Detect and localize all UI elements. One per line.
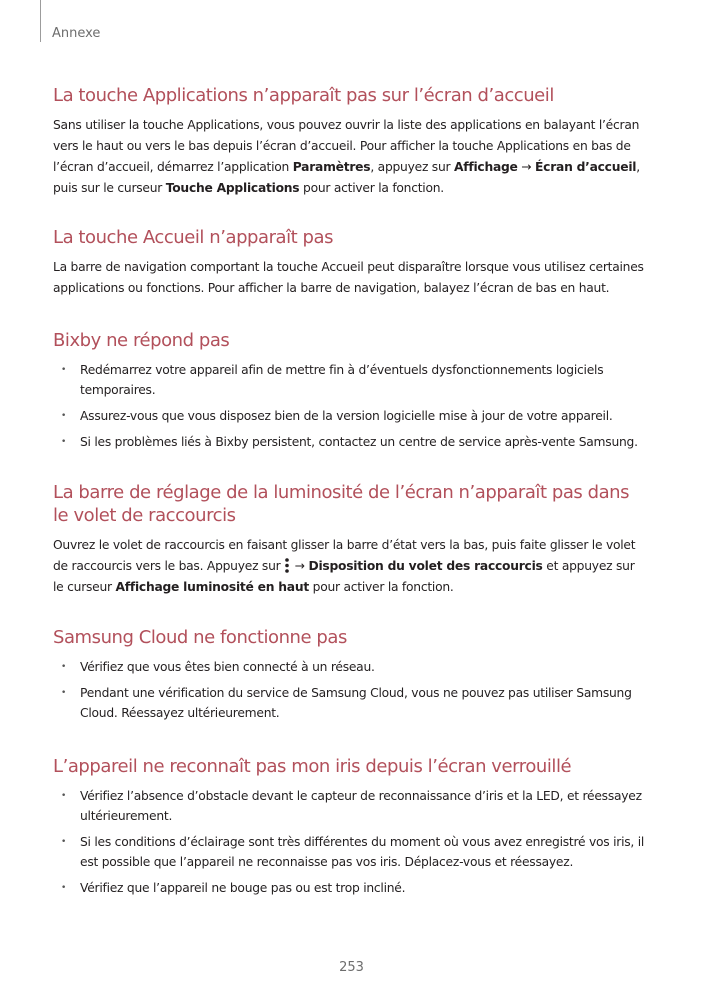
page-number: 253 [339,960,364,975]
bullet-list [53,657,648,723]
margin-rule [40,0,41,42]
list-item: • Vérifiez l’absence d’obstacle devant le capteur de reconnaissance d’iris et la LED, et réessayez ultérieurement. [53,786,648,826]
section-paragraph [53,115,648,199]
list-item: • Redémarrez votre appareil afin de mettre fin à d’éventuels dysfonctionnements logiciels temporaires. [53,360,648,400]
section-heading: La touche Applications n’apparaît pas sur l’écran d’accueil [53,85,554,106]
section-bixby [53,329,648,458]
paragraph-text: Ouvrez le volet de raccourcis en faisant glisser la barre d’état vers la bas, puis faite glisser le volet de raccourcis vers le bas. Appuyez sur [53,538,636,573]
list-item: • Vérifiez que l’appareil ne bouge pas ou est trop incliné. [53,878,648,898]
home-screen-menu-label: Écran d’accueil [535,160,637,174]
bullet-list [53,360,648,452]
panel-layout-menu-label: Disposition du volet des raccourcis [308,559,543,573]
bullet-list [53,786,648,898]
brightness-switch-label: Affichage luminosité en haut [115,580,309,594]
list-item: • Vérifiez que vous êtes bien connecté à un réseau. [53,657,648,677]
section-paragraph [53,535,648,598]
apps-button-switch-label: Touche Applications [165,181,300,195]
list-item: • Assurez-vous que vous disposez bien de la version logicielle mise à jour de votre appareil. [53,406,648,426]
section-heading: Samsung Cloud ne fonctionne pas [53,627,347,648]
list-item: • Pendant une vérification du service de Samsung Cloud, vous ne pouvez pas utiliser Samsung Cloud. Réessayez ultérieurement. [53,683,648,723]
list-item: • Si les conditions d’éclairage sont très différentes du moment où vous avez enregistré vos iris, il est possible que l’appareil ne reconnaisse pas vos iris. Déplacez-vous et réessayez. [53,832,648,872]
more-options-icon [285,558,289,573]
section-samsung-cloud [53,626,648,729]
section-iris-recognition [53,755,648,904]
section-home-key [53,226,648,299]
paragraph-text: , appuyez sur [370,160,454,174]
section-brightness-bar [53,481,648,598]
paragraph-text: Sans utiliser la touche Applications, vous pouvez ouvrir la liste des applications en balayant l’écran vers le haut ou vers le bas depuis l’écran d’accueil. Pour afficher la touche Applications en bas de l’écran d’accueil, démarrez l’application [53,118,640,174]
section-heading: La touche Accueil n’apparaît pas [53,227,334,248]
paragraph-text: , puis sur le curseur [53,160,640,195]
section-heading: La barre de réglage de la luminosité de l’écran n’apparaît pas dans le volet de raccourcis [53,482,630,526]
paragraph-text: pour activer la fonction. [308,580,454,594]
paragraph-text: pour activer la fonction. [299,181,444,195]
settings-app-label: Paramètres [292,160,371,174]
running-header: Annexe [52,26,101,41]
arrow-separator: → [517,160,536,174]
paragraph-text: et appuyez sur le curseur [53,559,635,594]
list-item: • Si les problèmes liés à Bixby persistent, contactez un centre de service après-vente Samsung. [53,432,648,452]
section-heading: Bixby ne répond pas [53,330,230,351]
display-menu-label: Affichage [453,160,518,174]
section-paragraph: La barre de navigation comportant la touche Accueil peut disparaître lorsque vous utilisez certaines applications ou fonctions. Pour afficher la barre de navigation, balayez l’écran de bas en haut. [53,260,644,295]
section-applications-key [53,84,648,199]
arrow-separator: → [291,559,309,573]
section-heading: L’appareil ne reconnaît pas mon iris depuis l’écran verrouillé [53,756,572,777]
